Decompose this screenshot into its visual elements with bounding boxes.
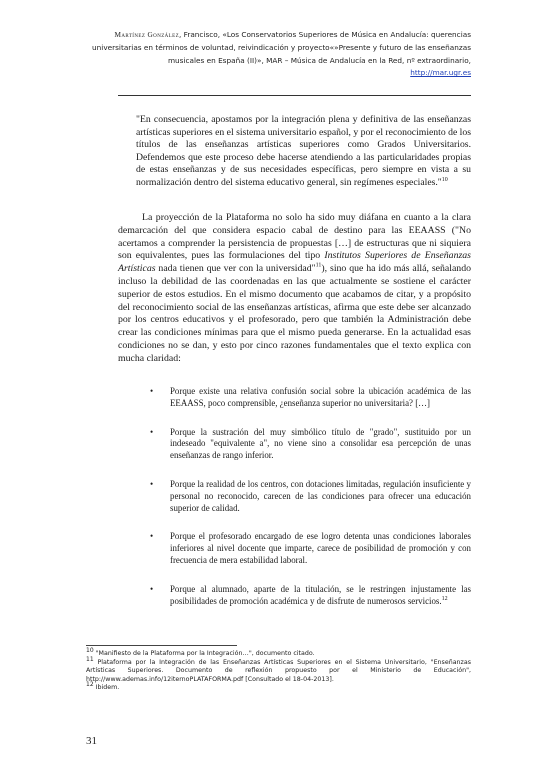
footnote-number: 11 (86, 655, 94, 663)
footnote-text: "Manifiesto de la Plataforma por la Integración…", documento citado. (95, 650, 315, 657)
footnote-ref-11[interactable]: 11 (315, 262, 322, 269)
bullet-icon: • (150, 426, 154, 437)
footnote-divider (86, 645, 237, 646)
header-divider (118, 95, 471, 96)
header-citation: , Francisco, «Los Conservatorios Superiores de Música en Andalucía: querencias universitarias en términos de voluntad, reivindicación y proyecto«»Presente y futuro de las enseñanzas musicales en España (II)», MAR – Música de Andalucía en la Red, nº extraordinario, (92, 30, 471, 65)
running-header (86, 29, 471, 80)
list-item (150, 479, 471, 514)
body-text-part3: ), sino que ha ido más allá, señalando incluso la debilidad de las coordenadas en las que actualmente se sostiene el carácter superior de estos estudios. En el mismo documento que acabamos de citar, y a propósito del reconocimiento social de las enseñanzas artísticas, afirma que este debe ser alcanzado por los centros educativos y el profesorado, pero que también la Administración debe crear las condiciones mínimas para que el mismo pueda generarse. En la actualidad esas condiciones no se dan, y esto por cinco razones fundamentales que el texto explica con mucha claridad: (118, 263, 471, 364)
footnote-number: 12 (86, 681, 94, 689)
body-text-part1: La proyección de la Plataforma no solo ha sido muy diáfana en cuanto a la clara demarcación del que considera espacio cabal de destino para las EEAASS ("No acertamos a comprender la persistencia de propuestas […] de estructuras que ni siquiera son equivalentes, pues las formulaciones del tipo (118, 212, 471, 262)
footnote-ref-10[interactable]: 10 (441, 176, 448, 183)
body-italic-text: Institutos Superiores de Enseñanzas Artísticas (118, 250, 471, 275)
list-item-text: Porque la sustración del muy simbólico título de "grado", sustituido por un indeseado "equivalente a", no viene sino a consolidar esa percepción de unas enseñanzas de rango inferior. (170, 426, 471, 461)
list-item-text: Porque el profesorado encargado de ese logro detenta unas condiciones laborales inferiores al nivel docente que imparte, carece de posibilidad de promoción y con frecuencia de mera estabilidad laboral. (170, 531, 471, 565)
footnote-ref-12[interactable]: 12 (441, 595, 448, 602)
footnote-number: 10 (86, 646, 94, 654)
reasons-list (150, 386, 471, 607)
list-item-text: Porque la realidad de los centros, con dotaciones limitadas, regulación insuficiente y personal no reconocido, carecen de las condiciones para ofrecer una educación superior de calidad. (170, 478, 471, 513)
list-item-text: Porque existe una relativa confusión social sobre la ubicación académica de las EEAASS, poco comprensible, ¿enseñanza superior no universitaria? […] (170, 386, 471, 408)
bullet-icon: • (150, 386, 154, 396)
bullet-icon: • (150, 531, 154, 542)
quote-text: "En consecuencia, apostamos por la integración plena y definitiva de las enseñanzas artísticas superiores en el sistema universitario español, y por el reconocimiento de los títulos de las enseñanzas artísticas superiores como Grados Universitarios. Defendemos que este proceso debe hacerse atendiendo a las particularidades propias de estas enseñanzas y de sus necesidades específicas, pero siempre en vista a su normalización dentro del sistema educativo general, sin regímenes especiales." (136, 114, 471, 188)
body-paragraph (118, 212, 471, 366)
page-number: 31 (86, 735, 97, 747)
footnote (86, 655, 471, 685)
header-author: Martínez González (114, 30, 180, 39)
list-item (150, 531, 471, 566)
footnote-text: Plataforma por la Integración de las Enseñanzas Artísticas Superiores en el Sistema Universitario, "Enseñanzas Artísticas Superiores. Documento de reflexión propuesto por el Ministerio de Educación", http://www.ademas.info/12iternoPLATAFORMA.pdf [Consultado el 18-04-2013]. (86, 658, 471, 683)
footnote (86, 681, 471, 693)
body-text-part2: nada tienen que ver con la universidad" (155, 263, 316, 275)
list-item (150, 386, 471, 410)
block-quote (136, 114, 471, 190)
header-url-link[interactable]: http://mar.ugr.es (410, 68, 471, 78)
footnotes (86, 646, 471, 693)
bullet-icon: • (150, 478, 154, 489)
footnote (86, 646, 471, 659)
list-item (150, 427, 471, 462)
list-item (150, 584, 471, 608)
bullet-icon: • (150, 583, 154, 594)
footnote-text: Ibidem. (95, 684, 120, 692)
list-item-text: Porque al alumnado, aparte de la titulación, se le restringen injustamente las posibilidades de promoción académica y de disfrute de numerosos servicios. (170, 583, 471, 606)
